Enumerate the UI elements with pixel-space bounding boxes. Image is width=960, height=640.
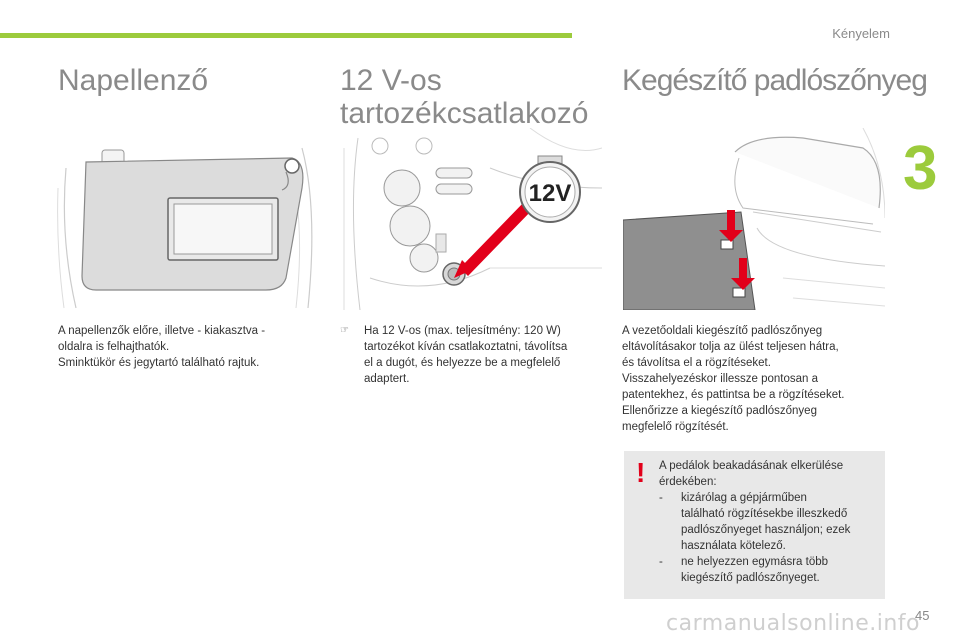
warning-list-item [659, 490, 879, 554]
text-line: ne helyezzen egymásra több [681, 556, 829, 568]
floor-mat-description [622, 323, 884, 435]
sun-visor-description [58, 323, 308, 371]
text-line: Ha 12 V-os (max. teljesítmény: 120 W) [364, 325, 561, 337]
sun-visor-title: Napellenző [58, 64, 209, 97]
floor-mat-illustration [623, 128, 885, 310]
text-line: el a dugót, és helyezze be a megfelelő [364, 357, 561, 369]
socket-title-line2: tartozékcsatlakozó [340, 97, 589, 130]
section-name: Kényelem [832, 26, 890, 41]
text-line: kizárólag a gépjárműben [681, 492, 807, 504]
list-dash: - [659, 556, 663, 568]
warning-list-item [659, 554, 879, 586]
text-line: adaptert. [364, 373, 410, 385]
socket-description [340, 323, 602, 387]
warning-exclamation-icon: ! [636, 457, 646, 488]
text-line: Sminktükör és jegytartó található rajtuk. [58, 357, 260, 369]
warning-list [659, 490, 879, 586]
list-dash: - [659, 492, 663, 504]
text-line: eltávolításakor tolja az ülést teljesen hátra, [622, 341, 839, 353]
pointer-icon: ☞ [340, 325, 349, 336]
top-accent-bar [0, 33, 572, 38]
text-line: és távolítsa el a rögzítéseket. [622, 357, 771, 369]
socket-illustration [340, 128, 602, 310]
text-line: A vezetőoldali kiegészítő padlószőnyeg [622, 325, 823, 337]
text-line: tartozékot kíván csatlakoztatni, távolítsa [364, 341, 568, 353]
socket-title [340, 64, 588, 130]
warning-intro [659, 458, 874, 490]
socket-title-line1: 12 V-os [340, 64, 442, 97]
floor-mat-title: Kegészítő padlószőnyeg [622, 64, 927, 97]
text-line: padlószőnyeget használjon; ezek [681, 524, 851, 536]
watermark: carmanualsonline.info [666, 611, 920, 636]
text-line: A napellenzők előre, illetve - kiakasztva - [58, 325, 266, 337]
text-line: oldalra is felhajthatók. [58, 341, 170, 353]
text-line: kiegészítő padlószőnyeget. [681, 572, 820, 584]
socket-12v-label: 12V [528, 180, 572, 207]
text-line: található rögzítésekbe illeszkedő [681, 508, 848, 520]
chapter-number: 3 [903, 134, 938, 203]
text-line: Ellenőrizze a kiegészítő padlószőnyeg [622, 405, 817, 417]
sun-visor-illustration [56, 128, 316, 310]
page-number: 45 [915, 608, 930, 623]
text-line: használata kötelező. [681, 540, 786, 552]
text-line: A pedálok beakadásának elkerülése [659, 460, 844, 472]
text-line: érdekében: [659, 476, 717, 488]
warning-box [624, 451, 885, 599]
text-line: Visszahelyezéskor illessze pontosan a [622, 373, 819, 385]
text-line: megfelelő rögzítését. [622, 421, 729, 433]
text-line: patentekhez, és pattintsa be a rögzítéseket. [622, 389, 845, 401]
